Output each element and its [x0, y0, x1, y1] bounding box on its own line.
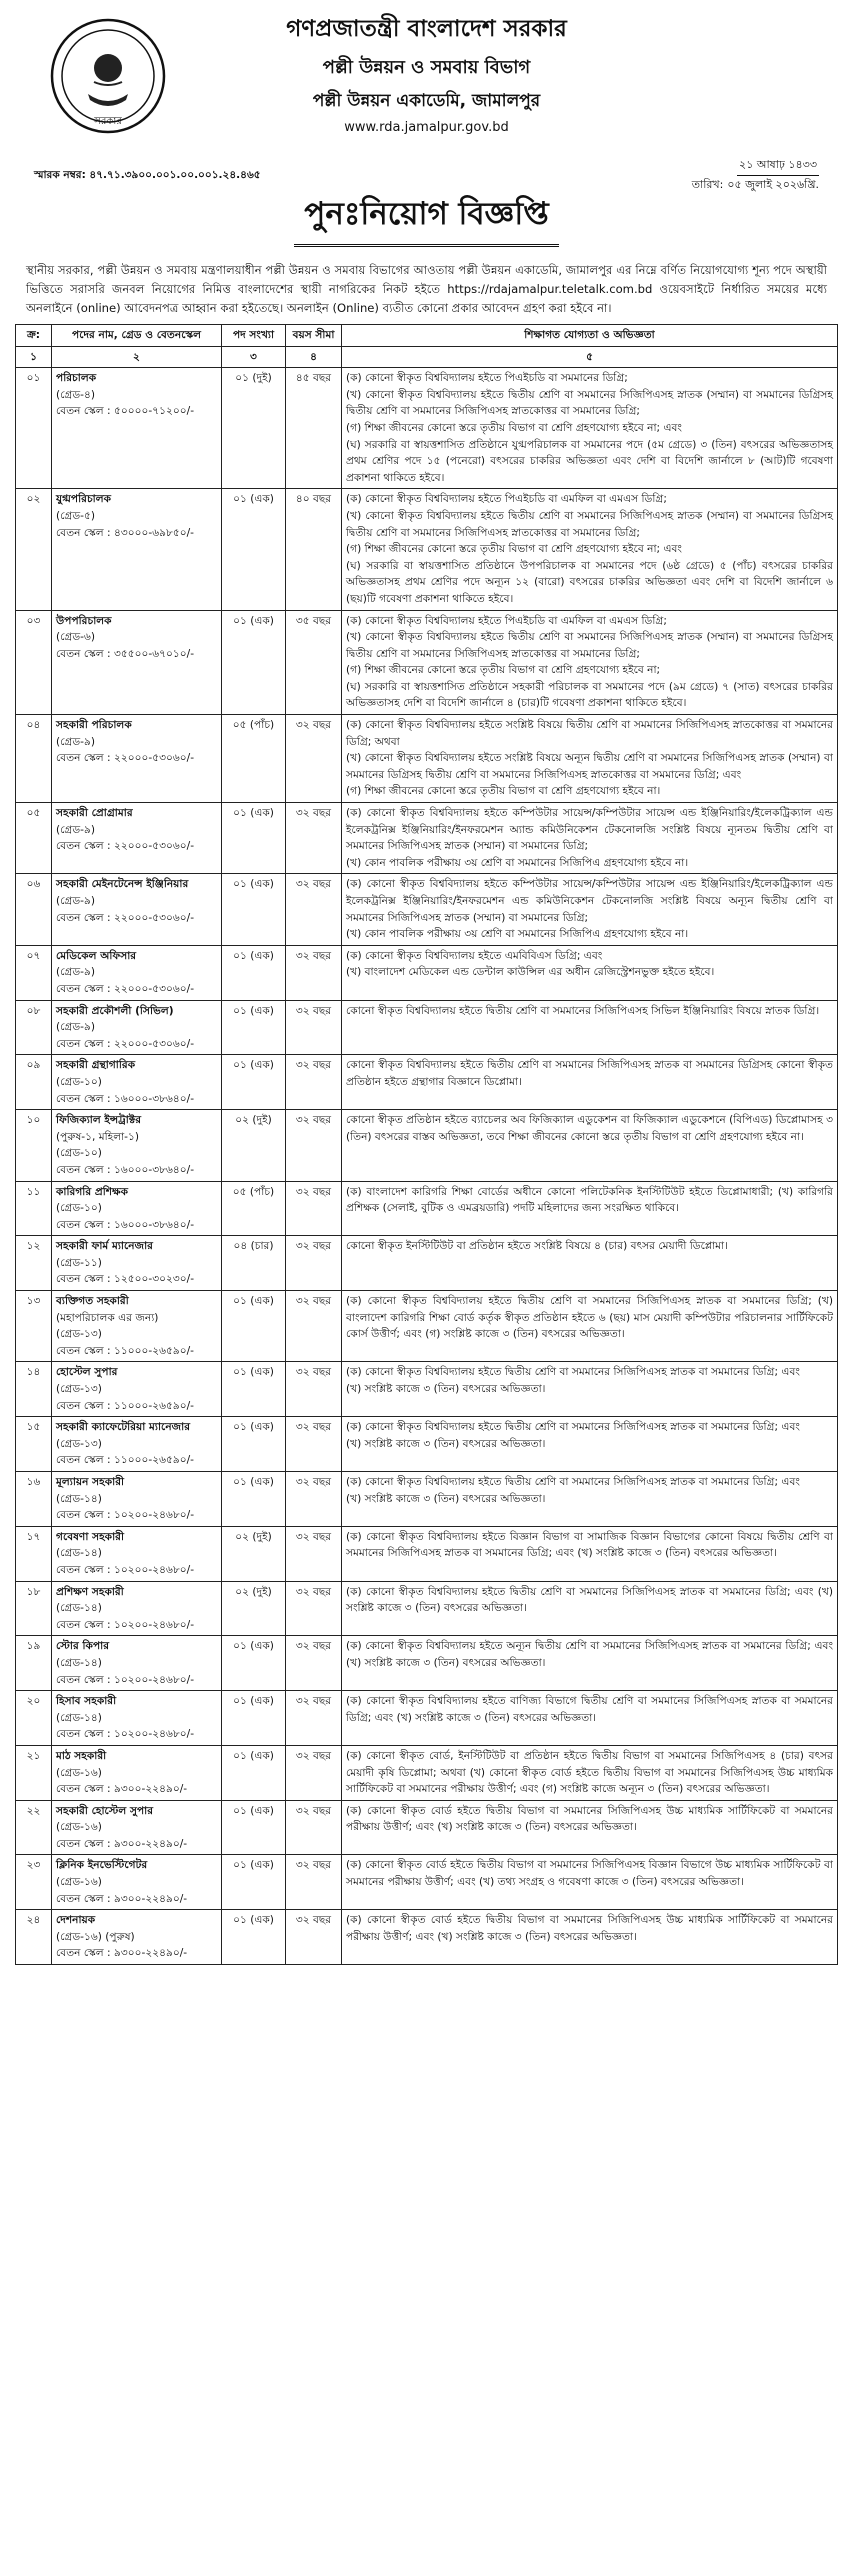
row-serial: ০৪	[16, 715, 52, 803]
row-serial: ১২	[16, 1236, 52, 1291]
table-row	[16, 1291, 838, 1362]
column-number: ৩	[222, 346, 286, 368]
qualification-line: (ক) কোনো স্বীকৃত বিশ্ববিদ্যালয় হইতে বিজ্ঞান বিভাগ বা সামাজিক বিজ্ঞান বিভাগের কোনো বিষয়ে দ্বিতীয় শ্রেণি বা সমমানের সিজিপিএসহ স্নাতক বা সমমানের ডিগ্রি; এবং (খ) সংশ্লিষ্ট কাজে ৩ (তিন) বৎসরের অভিজ্ঞতা।	[346, 1530, 833, 1560]
post-count: ০১ (এক)	[222, 1855, 286, 1910]
qualification-line: (ক) কোনো স্বীকৃত বিশ্ববিদ্যালয় হইতে পিএইচডি বা এমফিল বা এমএস ডিগ্রি;	[346, 493, 667, 506]
government-title: গণপ্রজাতন্ত্রী বাংলাদেশ সরকার	[286, 16, 567, 42]
qualification-cell	[342, 1691, 838, 1746]
post-scale: বেতন স্কেল : ৫০০০০-৭১২০০/-	[56, 405, 195, 418]
row-serial: ০৬	[16, 874, 52, 945]
post-name: ব্যক্তিগত সহকারী	[56, 1295, 129, 1308]
qualification-line: (গ) শিক্ষা জীবনের কোনো স্তরে তৃতীয় বিভাগ বা শ্রেণি গ্রহণযোগ্য হইবে না; এবং	[346, 543, 682, 556]
row-serial: ০৫	[16, 803, 52, 874]
post-count: ০১ (এক)	[222, 1291, 286, 1362]
post-cell	[52, 1636, 222, 1691]
row-serial: ০১	[16, 368, 52, 489]
qualification-line: (খ) কোনো স্বীকৃত বিশ্ববিদ্যালয় হইতে দ্বিতীয় শ্রেণি বা সমমানের সিজিপিএসহ স্নাতক (সম্মান) বা সমমানের ডিগ্রিসহ দ্বিতীয় শ্রেণি বা সমমানের সিজিপিএসহ স্নাতকোত্তর বা সমমানের ডিগ্রি;	[346, 388, 833, 418]
age-limit: ৩৫ বছর	[286, 610, 342, 715]
column-number: ১	[16, 346, 52, 368]
post-scale: বেতন স্কেল : ২২০০০-৫৩০৬০/-	[56, 982, 195, 995]
age-limit: ৩২ বছর	[286, 1417, 342, 1472]
post-scale: বেতন স্কেল : ৪৩০০০-৬৯৮৫০/-	[56, 526, 195, 539]
post-cell	[52, 1910, 222, 1965]
age-limit: ৩২ বছর	[286, 803, 342, 874]
post-grade: (গ্রেড-১৪)	[56, 1492, 102, 1505]
post-grade: (গ্রেড-১০)	[56, 1075, 102, 1088]
post-cell	[52, 945, 222, 1000]
post-name: ক্লিনিক ইনভেস্টিগেটর	[56, 1859, 148, 1872]
post-name: সহকারী মেইনটেনেন্স ইঞ্জিনিয়ার	[56, 878, 189, 891]
qualification-cell	[342, 1581, 838, 1636]
qualification-line: (ক) বাংলাদেশ কারিগরি শিক্ষা বোর্ডের অধীনে কোনো পলিটেকনিক ইনস্টিটিউট হইতে ডিপ্লোমাধারী; (খ) কারিগরি প্রশিক্ষক (সেলাই, বুটিক ও এমব্রয়ডারি) পদটি মহিলাদের জন্য সংরক্ষিত থাকিবে।	[346, 1185, 833, 1215]
header-post: পদের নাম, গ্রেড ও বেতনস্কেল	[52, 325, 222, 347]
qualification-cell	[342, 1181, 838, 1236]
post-cell	[52, 1526, 222, 1581]
post-grade: (গ্রেড-১৬)	[56, 1766, 102, 1779]
post-cell	[52, 1691, 222, 1746]
row-serial: ০২	[16, 489, 52, 610]
post-name: সহকারী পরিচালক	[56, 719, 132, 732]
table-row	[16, 1910, 838, 1965]
qualification-line: (ক) কোনো স্বীকৃত বিশ্ববিদ্যালয় হইতে দ্বিতীয় শ্রেণি বা সমমানের সিজিপিএসহ স্নাতক বা সমমানের ডিগ্রি; এবং	[346, 1421, 800, 1434]
date-label: তারিখ:	[691, 178, 724, 191]
row-serial: ১৯	[16, 1636, 52, 1691]
vacancy-table	[15, 324, 838, 1965]
post-name: দেশনায়ক	[56, 1914, 96, 1927]
qualification-cell	[342, 1636, 838, 1691]
post-scale: বেতন স্কেল : ২২০০০-৫৩০৬০/-	[56, 752, 195, 765]
post-name: গবেষণা সহকারী	[56, 1530, 125, 1543]
post-grade: (পুরুষ-১, মহিলা-১)	[56, 1130, 139, 1143]
post-grade: (গ্রেড-৬)	[56, 631, 96, 644]
qualification-line: (গ) শিক্ষা জীবনের কোনো স্তরে তৃতীয় বিভাগ বা শ্রেণি গ্রহণযোগ্য হইবে না;	[346, 664, 661, 677]
post-count: ০১ (এক)	[222, 874, 286, 945]
qualification-cell	[342, 874, 838, 945]
qualification-cell	[342, 1855, 838, 1910]
qualification-cell	[342, 1236, 838, 1291]
post-scale: বেতন স্কেল : ১০২০০-২৪৬৮০/-	[56, 1563, 195, 1576]
qualification-cell	[342, 1291, 838, 1362]
post-cell	[52, 368, 222, 489]
post-name: মাঠ সহকারী	[56, 1749, 107, 1762]
table-row	[16, 1236, 838, 1291]
post-grade: (গ্রেড-৯)	[56, 895, 95, 907]
post-name: কারিগরি প্রশিক্ষক	[56, 1185, 129, 1198]
post-name: সহকারী হোস্টেল সুপার	[56, 1804, 154, 1817]
post-scale: বেতন স্কেল : ১২৫০০-৩০২৩০/-	[56, 1273, 195, 1286]
post-cell	[52, 1472, 222, 1527]
qualification-line: (ক) কোনো স্বীকৃত বোর্ড হইতে দ্বিতীয় বিভাগ বা সমমানের সিজিপিএসহ বিজ্ঞান বিভাগে উচ্চ মাধ্যমিক সার্টিফিকেট বা সমমানের পরীক্ষায় উত্তীর্ণ; এবং (খ) তথ্য সংগ্রহ ও গবেষণা কাজে ৩ (তিন) বৎসরের অভিজ্ঞতা।	[346, 1859, 833, 1889]
qualification-cell	[342, 1472, 838, 1527]
row-serial: ২২	[16, 1800, 52, 1855]
post-count: ০১ (এক)	[222, 1636, 286, 1691]
qualification-line: (ক) কোনো স্বীকৃত বিশ্ববিদ্যালয় হইতে এমবিবিএস ডিগ্রি; এবং	[346, 949, 603, 962]
post-scale: বেতন স্কেল : ১০২০০-২৪৬৮০/-	[56, 1618, 195, 1631]
qualification-cell	[342, 945, 838, 1000]
table-row	[16, 1472, 838, 1527]
post-grade: (গ্রেড-১৩)	[56, 1383, 102, 1396]
age-limit: ৩২ বছর	[286, 1691, 342, 1746]
qualification-line: (ক) কোনো স্বীকৃত বিশ্ববিদ্যালয় হইতে দ্বিতীয় শ্রেণি বা সমমানের সিজিপিএসহ স্নাতক বা সমমানের ডিগ্রি; (খ) বাংলাদেশ কারিগরি শিক্ষা বোর্ড কর্তৃক স্বীকৃত প্রতিষ্ঠান হইতে ৬ (ছয়) মাস মেয়াদী কম্পিউটার পরিচালনার সার্টিফিকেট কোর্স উত্তীর্ণ; এবং (গ) সংশ্লিষ্ট কাজে ৩ (তিন) বৎসরের অভিজ্ঞতা।	[346, 1295, 833, 1341]
qualification-line: (ক) কোনো স্বীকৃত বিশ্ববিদ্যালয় হইতে পিএইচডি বা এমফিল বা এমএস ডিগ্রি;	[346, 614, 667, 627]
age-limit: ৩২ বছর	[286, 1291, 342, 1362]
age-limit: ৩২ বছর	[286, 1745, 342, 1800]
post-cell	[52, 1236, 222, 1291]
age-limit: ৩২ বছর	[286, 1526, 342, 1581]
qualification-cell	[342, 1417, 838, 1472]
post-cell	[52, 1000, 222, 1055]
qualification-line: (গ) শিক্ষা জীবনের কোনো স্তরে তৃতীয় বিভাগ বা শ্রেণি গ্রহণযোগ্য হইবে না; এবং	[346, 421, 682, 434]
column-number: ৫	[342, 346, 838, 368]
post-name: উপপরিচালক	[56, 614, 112, 627]
header-count: পদ সংখ্যা	[222, 325, 286, 347]
qualification-line: (ঘ) সরকারি বা স্বায়ত্তশাসিত প্রতিষ্ঠানে যুগ্মপরিচালক বা সমমানের পদে (৫ম গ্রেডে) ৩ (তিন) বৎসরের অভিজ্ঞতাসহ প্রথম শ্রেণির পদে ১৫ (পনেরো) বৎসরের চাকরির অভিজ্ঞতা এবং দেশি বা বিদেশি জার্নালে ৮ (আট)টি গবেষণা প্রকাশনা থাকিতে হইবে।	[346, 438, 833, 484]
post-grade: (গ্রেড-১৬)	[56, 1876, 102, 1889]
table-row	[16, 1745, 838, 1800]
post-grade: (মহাপরিচালক এর জন্য)	[56, 1311, 159, 1324]
post-name: সহকারী ফার্ম ম্যানেজার	[56, 1240, 153, 1253]
row-serial: ১০	[16, 1110, 52, 1181]
post-cell	[52, 1855, 222, 1910]
qualification-line: (খ) বাংলাদেশ মেডিকেল এন্ড ডেন্টাল কাউন্সিল এর অধীন রেজিস্ট্রেশনভুক্ত হইতে হইবে।	[346, 966, 715, 979]
website-link[interactable]: www.rda.jamalpur.gov.bd	[344, 120, 509, 135]
post-count: ০১ (এক)	[222, 1472, 286, 1527]
post-scale: (গ্রেড-১০)	[56, 1147, 102, 1160]
column-number: ৪	[286, 346, 342, 368]
qualification-cell	[342, 1110, 838, 1181]
post-count: ০৫ (পাঁচ)	[222, 715, 286, 803]
qualification-line: (ক) কোনো স্বীকৃত বিশ্ববিদ্যালয় হইতে বাণিজ্য বিভাগে দ্বিতীয় শ্রেণি বা সমমানের সিজিপিএসহ স্নাতক বা সমমানের ডিগ্রি; এবং (খ) সংশ্লিষ্ট কাজে ৩ (তিন) বৎসরের অভিজ্ঞতা।	[346, 1695, 833, 1724]
post-name: পরিচালক	[56, 372, 97, 385]
notice-title: পুনঃনিয়োগ বিজ্ঞপ্তি	[294, 190, 558, 247]
post-scale: বেতন স্কেল : ১১০০০-২৬৫৯০/-	[56, 1344, 195, 1357]
qualification-cell	[342, 803, 838, 874]
qualification-cell	[342, 489, 838, 610]
age-limit: ৪০ বছর	[286, 489, 342, 610]
post-grade: (গ্রেড-৯)	[56, 966, 95, 979]
post-cell	[52, 715, 222, 803]
qualification-line: (ঘ) সরকারি বা স্বায়ত্তশাসিত প্রতিষ্ঠানে সহকারী পরিচালক বা সমমানের পদে (৯ম গ্রেডে) ৭ (সাত) বৎসরের চাকরির অভিজ্ঞতাসহ দেশি বা বিদেশি জার্নালে ৪ (চার)টি গবেষণা প্রকাশনা থাকিতে হইবে।	[346, 680, 833, 710]
qualification-line: (খ) কোনো স্বীকৃত বিশ্ববিদ্যালয় হইতে দ্বিতীয় শ্রেণি বা সমমানের সিজিপিএসহ স্নাতক (সম্মান) বা সমমানের ডিগ্রিসহ দ্বিতীয় শ্রেণি বা সমমানের সিজিপিএসহ স্নাতকোত্তর বা সমমানের ডিগ্রি;	[346, 631, 833, 660]
qualification-cell	[342, 1055, 838, 1110]
qualification-line: (খ) কোনো স্বীকৃত বিশ্ববিদ্যালয় হইতে দ্বিতীয় শ্রেণি বা সমমানের সিজিপিএসহ স্নাতক (সম্মান) বা সমমানের ডিগ্রিসহ দ্বিতীয় শ্রেণি বা সমমানের সিজিপিএসহ স্নাতকোত্তর বা সমমানের ডিগ্রি;	[346, 509, 833, 539]
table-row	[16, 1181, 838, 1236]
post-scale: বেতন স্কেল : ১০২০০-২৪৬৮০/-	[56, 1509, 195, 1522]
post-grade: (গ্রেড-১৪)	[56, 1656, 102, 1669]
qualification-line: (খ) কোনো স্বীকৃত বিশ্ববিদ্যালয় হইতে সংশ্লিষ্ট বিষয়ে অন্যূন দ্বিতীয় শ্রেণি বা সমমানের সিজিপিএসহ স্নাতক (সম্মান) বা সমমানের ডিগ্রিসহ দ্বিতীয় শ্রেণি বা সমমানের সিজিপিএসহ স্নাতকোত্তর বা সমমানের ডিগ্রি; এবং	[346, 752, 833, 781]
qualification-line: (ক) কোনো স্বীকৃত বিশ্ববিদ্যালয় হইতে কম্পিউটার সায়েন্স/কম্পিউটার সায়েন্স এন্ড ইঞ্জিনিয়ারিং/ইলেকট্রিক্যাল এন্ড ইলেকট্রনিক্স ইঞ্জিনিয়ারিং/ইনফরমেশন এন্ড কমিউনিকেশন টেকনোলজি সংশ্লিষ্ট বিষয়ে অন্যূন দ্বিতীয় শ্রেণি বা সমমানের সিজিপিএসহ স্নাতক (সম্মান) বা সমমানের ডিগ্রি;	[346, 878, 833, 924]
qualification-line: কোনো স্বীকৃত ইনস্টিটিউট বা প্রতিষ্ঠান হইতে সংশ্লিষ্ট বিষয়ে ৪ (চার) বৎসর মেয়াদী ডিপ্লোমা।	[346, 1240, 728, 1253]
post-grade: (গ্রেড-১৩)	[56, 1437, 102, 1450]
post-count: ০১ (এক)	[222, 1691, 286, 1746]
qualification-line: (খ) সংশ্লিষ্ট কাজে ৩ (তিন) বৎসরের অভিজ্ঞতা।	[346, 1492, 546, 1505]
post-count: ০৫ (পাঁচ)	[222, 1181, 286, 1236]
qualification-line: (খ) কোন পাবলিক পরীক্ষায় ৩য় শ্রেণি বা সমমানের সিজিপিএ গ্রহণযোগ্য হইবে না।	[346, 856, 689, 869]
column-number: ২	[52, 346, 222, 368]
post-scale: বেতন স্কেল : ৯৩০০-২২৪৯০/-	[56, 1892, 188, 1905]
letterhead	[12, 8, 841, 191]
post-count: ০১ (এক)	[222, 489, 286, 610]
date-english: ০৫ জুলাই ২০২৬খ্রি.	[727, 178, 819, 191]
column-number-row	[16, 346, 838, 368]
row-serial: ১৩	[16, 1291, 52, 1362]
age-limit: ৩২ বছর	[286, 715, 342, 803]
post-name: ফিজিক্যাল ইন্সট্রাক্টর	[56, 1114, 142, 1127]
age-limit: ৩২ বছর	[286, 1581, 342, 1636]
age-limit: ৩২ বছর	[286, 1236, 342, 1291]
academy-title: পল্লী উন্নয়ন একাডেমি, জামালপুর	[312, 91, 541, 111]
qualification-line: (গ) শিক্ষা জীবনের কোনো স্তরে তৃতীয় বিভাগ বা শ্রেণি গ্রহণযোগ্য হইবে না।	[346, 785, 661, 798]
vacancy-rows	[16, 368, 838, 1965]
row-serial: ১৮	[16, 1581, 52, 1636]
post-cell	[52, 803, 222, 874]
post-grade: (গ্রেড-১৬) (পুরুষ)	[56, 1930, 135, 1943]
row-serial: ০৩	[16, 610, 52, 715]
post-scale: বেতন স্কেল : ১৬০০০-৩৮৬৪০/-	[56, 1163, 195, 1176]
post-cell	[52, 1181, 222, 1236]
post-scale: বেতন স্কেল : ১৬০০০-৩৮৬৪০/-	[56, 1218, 195, 1231]
post-cell	[52, 1417, 222, 1472]
table-row	[16, 1000, 838, 1055]
header-qualification: শিক্ষাগত যোগ্যতা ও অভিজ্ঞতা	[342, 325, 838, 347]
post-grade: (গ্রেড-১৪)	[56, 1547, 102, 1560]
qualification-line: (ক) কোনো স্বীকৃত বোর্ড, ইনস্টিটিউট বা প্রতিষ্ঠান হইতে দ্বিতীয় বিভাগ বা সমমানের সিজিপিএসহ ৪ (চার) বৎসর মেয়াদী কৃষি ডিপ্লোমা; অথবা (খ) কোনো স্বীকৃত বোর্ড হইতে দ্বিতীয় বিভাগ বা সমমানের সিজিপিএসহ উচ্চ মাধ্যমিক সার্টিফিকেট বা সমমানের পরীক্ষায় উত্তীর্ণ; এবং (গ) সংশ্লিষ্ট কাজে অন্যূন ৩ (তিন) বৎসরের অভিজ্ঞতা।	[346, 1749, 833, 1796]
row-serial: ০৮	[16, 1000, 52, 1055]
intro-paragraph: স্থানীয় সরকার, পল্লী উন্নয়ন ও সমবায় মন্ত্রণালয়াধীন পল্লী উন্নয়ন ও সমবায় বিভাগের আওতায় পল্লী উন্নয়ন একাডেমি, জামালপুর এর নিম্নে বর্ণিত নিয়োগযোগ্য শূন্য পদে অস্থায়ী ভিত্তিতে সরাসরি জনবল নিয়োগের নিমিত্ত বাংলাদেশের স্থায়ী নাগরিকের নিকট হইতে https://rdajamalpur.teletalk.com.bd ওয়েবসাইটে নির্ধারিত সময়ের মধ্যে অনলাইনে (online) আবেদনপত্র আহ্বান করা হইতেছে। অনলাইন (Online) ব্যতীত কোনো প্রকার আবেদন গ্রহণ করা হইবে না।	[26, 263, 827, 315]
age-limit: ৩২ বছর	[286, 1636, 342, 1691]
post-grade: (গ্রেড-৫)	[56, 509, 95, 522]
table-header-row	[16, 325, 838, 347]
post-scale: বেতন স্কেল : ১৬০০০-৩৮৬৪০/-	[56, 1092, 195, 1105]
post-grade: (গ্রেড-৪)	[56, 388, 95, 401]
table-row	[16, 945, 838, 1000]
seal-text: সরকার	[94, 116, 122, 127]
post-count: ০১ (এক)	[222, 1055, 286, 1110]
age-limit: ৩২ বছর	[286, 945, 342, 1000]
post-count: ০১ (এক)	[222, 1910, 286, 1965]
post-name: হিসাব সহকারী	[56, 1695, 117, 1708]
qualification-line: (ক) কোনো স্বীকৃত বিশ্ববিদ্যালয় হইতে পিএইচডি বা সমমানের ডিগ্রি;	[346, 372, 628, 385]
qualification-line: কোনো স্বীকৃত বিশ্ববিদ্যালয় হইতে দ্বিতীয় শ্রেণি বা সমমানের সিজিপিএসহ সিভিল ইঞ্জিনিয়ারিং বিষয়ে স্নাতক ডিগ্রি।	[346, 1004, 820, 1017]
table-row	[16, 489, 838, 610]
age-limit: ৩২ বছর	[286, 1855, 342, 1910]
header-age: বয়স সীমা	[286, 325, 342, 347]
qualification-cell	[342, 610, 838, 715]
post-grade: (গ্রেড-৯)	[56, 823, 95, 836]
qualification-cell	[342, 1800, 838, 1855]
qualification-cell	[342, 1745, 838, 1800]
table-row	[16, 368, 838, 489]
post-name: সহকারী গ্রন্থাগারিক	[56, 1059, 136, 1072]
age-limit: ৩২ বছর	[286, 1055, 342, 1110]
post-count: ০১ (এক)	[222, 610, 286, 715]
table-row	[16, 1800, 838, 1855]
post-scale: বেতন স্কেল : ৩৫৫০০-৬৭০১০/-	[56, 647, 195, 660]
table-row	[16, 803, 838, 874]
post-name: সহকারী প্রোগ্রামার	[56, 807, 133, 820]
post-grade: (গ্রেড-১৬)	[56, 1821, 102, 1834]
post-cell	[52, 1745, 222, 1800]
post-grade: (গ্রেড-৯)	[56, 1021, 95, 1034]
table-row	[16, 1417, 838, 1472]
post-count: ০৪ (চার)	[222, 1236, 286, 1291]
row-serial: ২৪	[16, 1910, 52, 1965]
post-scale: বেতন স্কেল : ৯৩০০-২২৪৯০/-	[56, 1947, 188, 1960]
post-scale: বেতন স্কেল : ৯৩০০-২২৪৯০/-	[56, 1783, 188, 1796]
post-grade: (গ্রেড-১০)	[56, 1202, 102, 1215]
post-scale: বেতন স্কেল : ১০২০০-২৪৬৮০/-	[56, 1728, 195, 1741]
post-cell	[52, 1581, 222, 1636]
post-scale: (গ্রেড-১৩)	[56, 1328, 102, 1341]
qualification-line: (ক) কোনো স্বীকৃত বিশ্ববিদ্যালয় হইতে দ্বিতীয় শ্রেণি বা সমমানের সিজিপিএসহ স্নাতক বা সমমানের ডিগ্রি; এবং	[346, 1476, 800, 1488]
table-row	[16, 715, 838, 803]
qualification-line: (ক) কোনো স্বীকৃত বোর্ড হইতে দ্বিতীয় বিভাগ বা সমমানের সিজিপিএসহ উচ্চ মাধ্যমিক সার্টিফিকেট বা সমমানের পরীক্ষায় উত্তীর্ণ; এবং (খ) সংশ্লিষ্ট কাজে ৩ (তিন) বৎসরের অভিজ্ঞতা।	[346, 1804, 833, 1834]
qualification-line: (ক) কোনো স্বীকৃত বিশ্ববিদ্যালয় হইতে দ্বিতীয় শ্রেণি বা সমমানের সিজিপিএসহ স্নাতক বা সমমানের ডিগ্রি; এবং (খ) সংশ্লিষ্ট কাজে ৩ (তিন) বৎসরের অভিজ্ঞতা।	[346, 1585, 833, 1615]
age-limit: ৩২ বছর	[286, 1110, 342, 1181]
age-limit: ৩২ বছর	[286, 1362, 342, 1417]
post-scale: বেতন স্কেল : ১১০০০-২৬৫৯০/-	[56, 1454, 195, 1467]
post-count: ০১ (এক)	[222, 803, 286, 874]
table-row	[16, 874, 838, 945]
qualification-cell	[342, 715, 838, 803]
age-limit: ৩২ বছর	[286, 1181, 342, 1236]
post-cell	[52, 1055, 222, 1110]
post-name: মূল্যায়ন সহকারী	[56, 1476, 125, 1488]
post-name: হোস্টেল সুপার	[56, 1366, 118, 1379]
post-cell	[52, 489, 222, 610]
post-count: ০১ (এক)	[222, 1000, 286, 1055]
age-limit: ৩২ বছর	[286, 1472, 342, 1527]
post-scale: বেতন স্কেল : ১০২০০-২৪৬৮০/-	[56, 1673, 195, 1686]
post-cell	[52, 610, 222, 715]
post-count: ০১ (এক)	[222, 1362, 286, 1417]
row-serial: ১১	[16, 1181, 52, 1236]
post-cell	[52, 1362, 222, 1417]
qualification-line: (ক) কোনো স্বীকৃত বিশ্ববিদ্যালয় হইতে সংশ্লিষ্ট বিষয়ে দ্বিতীয় শ্রেণি বা সমমানের সিজিপিএসহ স্নাতকোত্তর বা সমমানের ডিগ্রি; অথবা	[346, 719, 833, 748]
table-row	[16, 1855, 838, 1910]
row-serial: ১৪	[16, 1362, 52, 1417]
post-count: ০১ (এক)	[222, 1800, 286, 1855]
qualification-cell	[342, 1000, 838, 1055]
row-serial: ২০	[16, 1691, 52, 1746]
post-count: ০১ (এক)	[222, 1417, 286, 1472]
post-grade: (গ্রেড-১৪)	[56, 1602, 102, 1615]
qualification-cell	[342, 368, 838, 489]
date-bangla: ২১ আষাঢ় ১৪৩৩	[737, 156, 819, 176]
qualification-line: (ক) কোনো স্বীকৃত বিশ্ববিদ্যালয় হইতে দ্বিতীয় শ্রেণি বা সমমানের সিজিপিএসহ স্নাতক বা সমমানের ডিগ্রি; এবং	[346, 1366, 800, 1379]
post-grade: (গ্রেড-৯)	[56, 735, 95, 748]
post-scale: বেতন স্কেল : ৯৩০০-২২৪৯০/-	[56, 1837, 188, 1850]
table-row	[16, 1526, 838, 1581]
post-cell	[52, 1291, 222, 1362]
qualification-cell	[342, 1362, 838, 1417]
table-row	[16, 1055, 838, 1110]
post-name: স্টোর কিপার	[56, 1640, 110, 1653]
government-seal-icon	[48, 16, 168, 136]
post-scale: বেতন স্কেল : ২২০০০-৫৩০৬০/-	[56, 840, 195, 853]
age-limit: ৪৫ বছর	[286, 368, 342, 489]
post-count: ০২ (দুই)	[222, 1581, 286, 1636]
qualification-line: (ঘ) সরকারি বা স্বায়ত্তশাসিত প্রতিষ্ঠানে উপপরিচালক বা সমমানের পদে (৬ষ্ঠ গ্রেডে) ৫ (পাঁচ) বৎসরের চাকরির অভিজ্ঞতাসহ প্রথম শ্রেণির পদে অন্যূন ১২ (বারো) বৎসরের চাকরির অভিজ্ঞতা এবং দেশি বা বিদেশি জার্নালে ৬ (ছয়)টি গবেষণা প্রকাশনা থাকিতে হইবে।	[346, 559, 833, 605]
row-serial: ২৩	[16, 1855, 52, 1910]
age-limit: ৩২ বছর	[286, 1000, 342, 1055]
table-row	[16, 1110, 838, 1181]
post-count: ০২ (দুই)	[222, 1110, 286, 1181]
qualification-line: (ক) কোনো স্বীকৃত বিশ্ববিদ্যালয় হইতে অন্যূন দ্বিতীয় শ্রেণি বা সমমানের সিজিপিএসহ স্নাতক বা সমমানের ডিগ্রি; এবং (খ) সংশ্লিষ্ট কাজে ৩ (তিন) বৎসরের অভিজ্ঞতা।	[346, 1640, 833, 1669]
post-scale: বেতন স্কেল : ১১০০০-২৬৫৯০/-	[56, 1399, 195, 1412]
qualification-line: (ক) কোনো স্বীকৃত বিশ্ববিদ্যালয় হইতে কম্পিউটার সায়েন্স/কম্পিউটার সায়েন্স এন্ড ইঞ্জিনিয়ারিং/ইলেকট্রিক্যাল এন্ড ইলেকট্রনিক্স ইঞ্জিনিয়ারিং/ইনফরমেশন অ্যান্ড কমিউনিকেশন টেকনোলজি সংশ্লিষ্ট বিষয়ে ন্যূনতম দ্বিতীয় শ্রেণি বা সমমানের সিজিপিএসহ স্নাতক (সম্মান) বা সমমানের ডিগ্রি;	[346, 807, 833, 853]
post-scale: বেতন স্কেল : ২২০০০-৫৩০৬০/-	[56, 911, 195, 924]
qualification-line: (খ) সংশ্লিষ্ট কাজে ৩ (তিন) বৎসরের অভিজ্ঞতা।	[346, 1437, 546, 1450]
age-limit: ৩২ বছর	[286, 1910, 342, 1965]
post-name: মেডিকেল অফিসার	[56, 949, 137, 962]
row-serial: ০৯	[16, 1055, 52, 1110]
post-name: সহকারী প্রকৌশলী (সিভিল)	[56, 1004, 174, 1017]
post-cell	[52, 1110, 222, 1181]
row-serial: ১৫	[16, 1417, 52, 1472]
post-count: ০১ (এক)	[222, 1745, 286, 1800]
post-cell	[52, 1800, 222, 1855]
post-count: ০১ (এক)	[222, 945, 286, 1000]
post-scale: বেতন স্কেল : ২২০০০-৫৩০৬০/-	[56, 1037, 195, 1050]
qualification-cell	[342, 1526, 838, 1581]
qualification-line: (খ) কোন পাবলিক পরীক্ষায় ৩য় শ্রেণি বা সমমানের সিজিপিএ গ্রহণযোগ্য হইবে না।	[346, 928, 689, 941]
qualification-line: (ক) কোনো স্বীকৃত বোর্ড হইতে দ্বিতীয় বিভাগ বা সমমানের সিজিপিএসহ উচ্চ মাধ্যমিক সার্টিফিকেট বা সমমানের পরীক্ষায় উত্তীর্ণ; এবং (খ) সংশ্লিষ্ট কাজে ৩ (তিন) বৎসরের অভিজ্ঞতা।	[346, 1914, 833, 1943]
qualification-line: কোনো স্বীকৃত প্রতিষ্ঠান হইতে ব্যাচেলর অব ফিজিক্যাল এডুকেশন বা ফিজিক্যাল এডুকেশনে (বিপিএড) ডিপ্লোমাসহ ৩ (তিন) বৎসরের বাস্তব অভিজ্ঞতা, তবে শিক্ষা জীবনের কোনো স্তরে তৃতীয় বিভাগ বা শ্রেণি গ্রহণযোগ্য হইবে না।	[346, 1114, 833, 1143]
age-limit: ৩২ বছর	[286, 874, 342, 945]
qualification-cell	[342, 1910, 838, 1965]
row-serial: ১৭	[16, 1526, 52, 1581]
table-row	[16, 1691, 838, 1746]
post-name: যুগ্মপরিচালক	[56, 493, 112, 506]
age-limit: ৩২ বছর	[286, 1800, 342, 1855]
memo-number: স্মারক নম্বর: ৪৭.৭১.৩৯০০.০০১.০০.০০১.২৪.৪৬৫	[34, 169, 261, 181]
qualification-line: (খ) সংশ্লিষ্ট কাজে ৩ (তিন) বৎসরের অভিজ্ঞতা।	[346, 1383, 546, 1396]
post-name: সহকারী ক্যাফেটেরিয়া ম্যানেজার	[56, 1421, 191, 1434]
post-count: ০১ (দুই)	[222, 368, 286, 489]
post-count: ০২ (দুই)	[222, 1526, 286, 1581]
header-serial: ক্র:	[16, 325, 52, 347]
row-serial: ২১	[16, 1745, 52, 1800]
post-grade: (গ্রেড-১৪)	[56, 1711, 102, 1724]
table-row	[16, 1362, 838, 1417]
table-row	[16, 1581, 838, 1636]
table-row	[16, 1636, 838, 1691]
row-serial: ০৭	[16, 945, 52, 1000]
division-title: পল্লী উন্নয়ন ও সমবায় বিভাগ	[322, 57, 531, 78]
post-name: প্রশিক্ষণ সহকারী	[56, 1585, 124, 1598]
qualification-line: কোনো স্বীকৃত বিশ্ববিদ্যালয় হইতে দ্বিতীয় শ্রেণি বা সমমানের সিজিপিএসহ স্নাতক বা সমমানের ডিগ্রিসহ কোনো স্বীকৃত প্রতিষ্ঠান হইতে গ্রন্থাগার বিজ্ঞানে ডিপ্লোমা।	[346, 1059, 833, 1088]
post-cell	[52, 874, 222, 945]
post-grade: (গ্রেড-১১)	[56, 1256, 102, 1269]
row-serial: ১৬	[16, 1472, 52, 1527]
table-row	[16, 610, 838, 715]
date-block	[692, 156, 819, 195]
